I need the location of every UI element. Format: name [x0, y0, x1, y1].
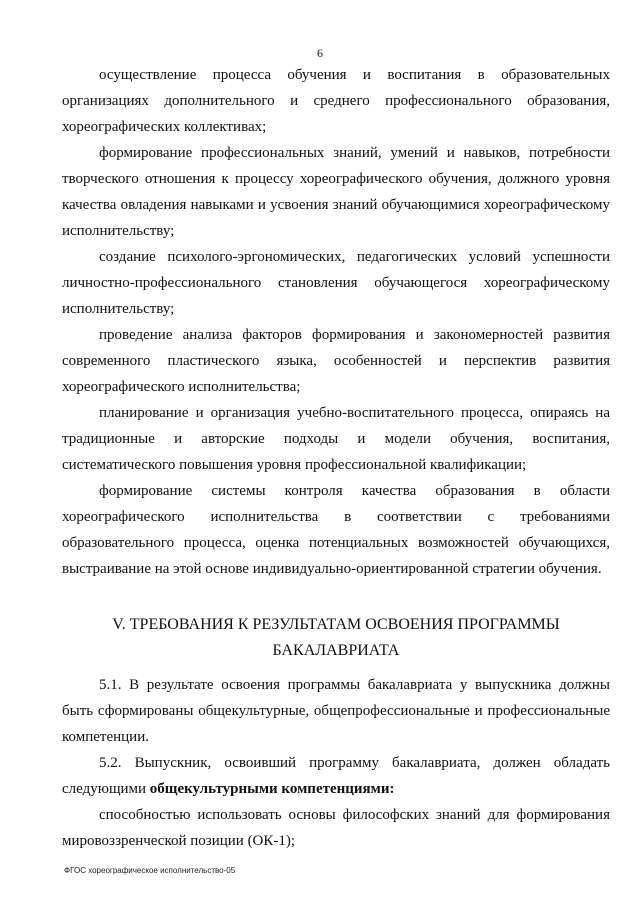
clause-5-2: [62, 750, 610, 802]
paragraph-ergonomic-conditions: создание психолого-эргономических, педагогических условий успешности личностно-профессионального становления обучающегося хореографическому исполнительству;: [62, 249, 610, 317]
clause-5-2-bold: общекультурными компетенциями:: [149, 781, 395, 797]
document-body: [62, 62, 610, 854]
page-footer: ФГОС хореографическое исполнительство-05: [64, 866, 236, 875]
clause-5-2-text: 5.2. Выпускник, освоивший программу бакалавриата, должен обладать следующими: [62, 755, 610, 797]
competence-ok-1: способностью использовать основы философских знаний для формирования мировоззренческой позиции (ОК-1);: [62, 807, 610, 849]
paragraph-teaching-process: осуществление процесса обучения и воспитания в образовательных организациях дополнительного и среднего профессионального образования, хореографических коллективах;: [62, 67, 610, 135]
paragraph-planning: планирование и организация учебно-воспитательного процесса, опираясь на традиционные и авторские подходы и модели обучения, воспитания, систематического повышения уровня профессиональной квалификации;: [62, 405, 610, 473]
page-number: 6: [317, 46, 323, 60]
section-heading: [62, 612, 610, 664]
paragraph-quality-control: формирование системы контроля качества образования в области хореографического исполнительства в соответствии с требованиями образовательного процесса, оценка потенциальных возможностей обучающихся, выстраивание на этой основе индивидуально-ориентированной стратегии обучения.: [62, 483, 610, 577]
clause-5-1: 5.1. В результате освоения программы бакалавриата у выпускника должны быть сформированы общекультурные, общепрофессиональные и профессиональные компетенции.: [62, 677, 610, 745]
section-heading-line-1: V. ТРЕБОВАНИЯ К РЕЗУЛЬТАТАМ ОСВОЕНИЯ ПРОГРАММЫ: [112, 616, 560, 633]
paragraph-factor-analysis: проведение анализа факторов формирования и закономерностей развития современного пластического языка, особенностей и перспектив развития хореографического исполнительства;: [62, 327, 610, 395]
paragraph-professional-knowledge: формирование профессиональных знаний, умений и навыков, потребности творческого отношения к процессу хореографического обучения, должного уровня качества овладения навыками и усвоения знаний обучающимися хореографическому исполнительству;: [62, 145, 610, 239]
section-heading-line-2: БАКАЛАВРИАТА: [272, 642, 400, 659]
